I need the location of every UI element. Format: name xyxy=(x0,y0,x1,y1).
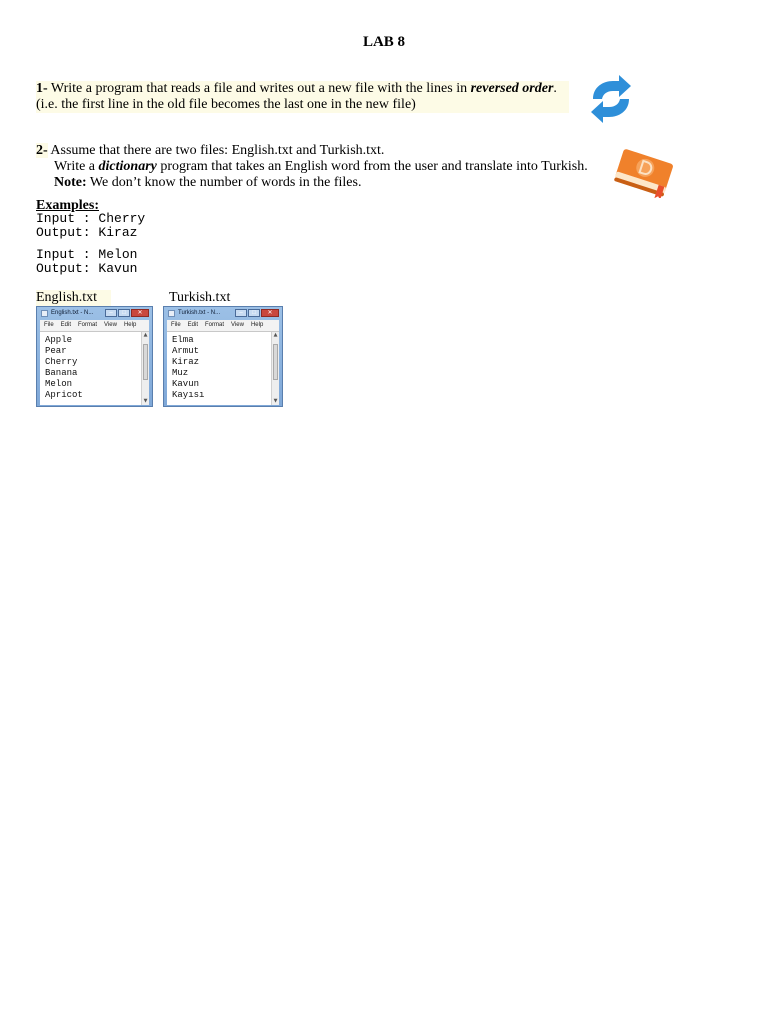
list-item: Kayısı xyxy=(172,390,205,400)
question-2-note xyxy=(36,175,616,191)
menu-edit[interactable]: Edit xyxy=(60,322,72,328)
english-window-title: English.txt - N... xyxy=(51,310,94,316)
window-controls xyxy=(235,309,279,317)
list-item: Banana xyxy=(45,368,78,378)
question-2-line-2 xyxy=(36,159,616,175)
list-item: Cherry xyxy=(45,357,78,367)
list-item: Apricot xyxy=(45,390,83,400)
maximize-icon[interactable]: □ xyxy=(118,309,130,317)
example-2-input: Input : Melon xyxy=(36,247,138,262)
list-item: Muz xyxy=(172,368,189,378)
question-1-number: 1- xyxy=(36,81,48,96)
question-1-emphasis: reversed order xyxy=(470,81,554,96)
menu-view[interactable]: View xyxy=(231,322,244,328)
english-file-label: English.txt xyxy=(36,290,111,306)
question-2-line-2-b: program that takes an English word from the user and translate into Turkish. xyxy=(156,159,588,174)
question-1-text-b: . xyxy=(553,81,557,96)
question-1-line-2: (i.e. the first line in the old file becomes the last one in the new file) xyxy=(36,97,416,112)
example-1-input: Input : Cherry xyxy=(36,211,146,226)
question-2-line-1: Assume that there are two files: English.txt and Turkish.txt. xyxy=(47,143,385,158)
example-1-output: Output: Kiraz xyxy=(36,225,138,240)
maximize-icon[interactable]: □ xyxy=(248,309,260,317)
list-item: Elma xyxy=(172,335,194,345)
menu-view[interactable]: View xyxy=(104,322,117,328)
window-controls xyxy=(105,309,149,317)
note-text: We don’t know the number of words in the files. xyxy=(86,175,362,190)
menu-format[interactable]: Format xyxy=(205,322,225,328)
english-text-area[interactable] xyxy=(40,331,149,405)
menu-file[interactable]: File xyxy=(171,322,181,328)
refresh-arrows-icon xyxy=(585,73,637,125)
list-item: Kavun xyxy=(172,379,200,389)
turkish-window-title: Turkish.txt - N... xyxy=(178,310,221,316)
question-2-number: 2- xyxy=(36,143,48,158)
page-title: LAB 8 xyxy=(362,34,406,50)
close-icon[interactable]: ✕ xyxy=(261,309,279,317)
scroll-down-icon[interactable]: ▼ xyxy=(273,398,278,404)
scroll-thumb[interactable] xyxy=(273,344,278,380)
example-2-output: Output: Kavun xyxy=(36,261,138,276)
question-2-emphasis: dictionary xyxy=(98,159,157,174)
question-1 xyxy=(36,81,569,113)
turkish-file-label: Turkish.txt xyxy=(169,290,231,305)
close-icon[interactable]: ✕ xyxy=(131,309,149,317)
turkish-menubar xyxy=(167,320,279,331)
minimize-icon[interactable]: – xyxy=(235,309,247,317)
example-2 xyxy=(36,248,137,276)
turkish-notepad-window xyxy=(163,306,283,407)
list-item: Armut xyxy=(172,346,200,356)
scroll-up-icon[interactable]: ▲ xyxy=(273,332,278,338)
list-item: Apple xyxy=(45,335,73,345)
scroll-up-icon[interactable]: ▲ xyxy=(143,332,148,338)
english-scrollbar[interactable] xyxy=(141,332,149,405)
english-notepad-window xyxy=(36,306,153,407)
menu-help[interactable]: Help xyxy=(250,322,264,328)
list-item: Pear xyxy=(45,346,67,356)
turkish-scrollbar[interactable] xyxy=(271,332,279,405)
notepad-icon xyxy=(168,310,175,317)
menu-edit[interactable]: Edit xyxy=(187,322,199,328)
menu-format[interactable]: Format xyxy=(78,322,98,328)
question-1-text-a: Write a program that reads a file and writes out a new file with the lines in xyxy=(47,81,471,96)
turkish-window-titlebar xyxy=(164,307,282,320)
dictionary-book-icon xyxy=(610,146,680,198)
turkish-text-area[interactable] xyxy=(167,331,279,405)
minimize-icon[interactable]: – xyxy=(105,309,117,317)
question-2 xyxy=(36,143,616,191)
list-item: Kiraz xyxy=(172,357,200,367)
note-label: Note: xyxy=(54,175,87,190)
example-1 xyxy=(36,212,145,240)
list-item: Melon xyxy=(45,379,73,389)
menu-file[interactable]: File xyxy=(44,322,54,328)
scroll-down-icon[interactable]: ▼ xyxy=(143,398,148,404)
question-2-line-2-a: Write a xyxy=(54,159,99,174)
english-menubar xyxy=(40,320,149,331)
english-window-titlebar xyxy=(37,307,152,320)
notepad-icon xyxy=(41,310,48,317)
menu-help[interactable]: Help xyxy=(123,322,137,328)
examples-heading: Examples: xyxy=(36,198,99,213)
scroll-thumb[interactable] xyxy=(143,344,148,380)
